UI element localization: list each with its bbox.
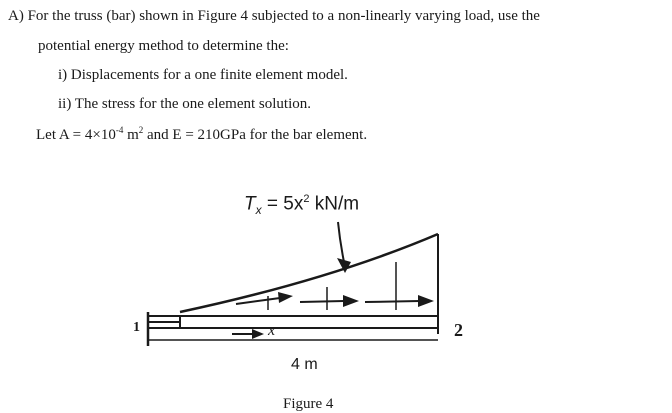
node-1-label: 1 [133,320,140,335]
load-exponent: 2 [303,193,310,205]
load-subscript: x [255,203,262,218]
traction-arrow-head-2 [343,295,359,307]
bar-element [180,316,438,328]
given-prefix: Let A = 4×10 [36,127,116,143]
load-curve [180,234,438,312]
load-eq: = 5x [261,193,304,215]
x-coordinate-label: x [268,322,276,339]
traction-arrow-head-3 [418,295,434,307]
load-T: T [244,193,256,215]
length-label: 4 m [291,356,318,373]
figure-caption: Figure 4 [283,396,334,412]
given-suffix: and E = 210GPa for the bar element. [143,127,368,143]
given-exponent-2: 2 [138,125,144,135]
problem-item-1: i) Displacements for a one finite element model. [58,67,348,83]
problem-item-2: ii) The stress for the one element solution. [58,96,312,112]
load-unit: kN/m [309,193,360,215]
problem-line-2: potential energy method to determine the: [38,38,289,54]
node-2-label: 2 [454,320,463,340]
given-exponent: -4 [115,125,124,135]
load-pointer-arrow [338,222,344,262]
given-mid: m [123,127,139,143]
problem-line-1: A) For the truss (bar) shown in Figure 4 subjected to a non-linearly varying load, use the [8,8,540,24]
traction-arrow-head-1 [278,292,293,303]
